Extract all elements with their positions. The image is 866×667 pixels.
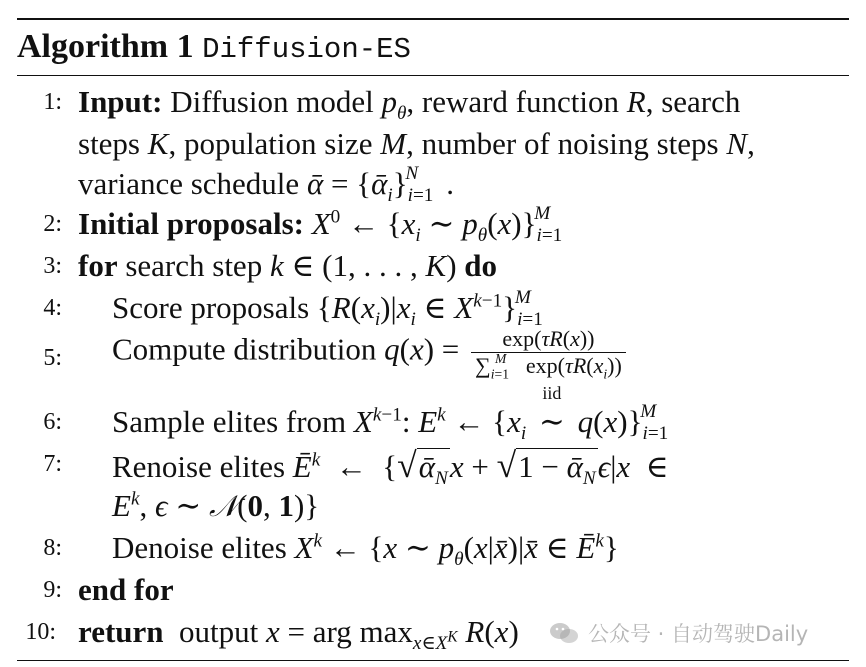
line-number: 1: [43, 89, 62, 115]
softmax-fraction: $\frac{\exp(\tau R(x))}{\sum_{i=1}^M \exp(\tau R(x_i))}$ [471, 328, 626, 377]
bottom-rule [17, 660, 849, 661]
initial-proposals-keyword: Initial proposals: [78, 206, 304, 241]
wechat-logo-icon [548, 621, 580, 645]
do-keyword: do [464, 248, 498, 283]
return-keyword: return [78, 614, 164, 649]
algorithm-label: Algorithm 1 [17, 28, 194, 65]
line-number: 5: [43, 345, 62, 371]
iid-tilde: iid ∼ [538, 383, 565, 439]
input-keyword: Input: [78, 84, 163, 119]
line-number: 7: [43, 451, 62, 477]
line-content: Input: Diffusion model $p_\theta$, reward function R, search [78, 84, 741, 125]
algorithm-title [17, 28, 411, 66]
line-number: 3: [43, 253, 62, 279]
line-number: 9: [43, 577, 62, 603]
watermark-text: 公众号 · 自动驾驶Daily [588, 622, 809, 646]
line-number: 8: [43, 535, 62, 561]
watermark [548, 618, 808, 648]
line-number: 6: [43, 409, 62, 435]
end-for-keyword: end for [78, 572, 174, 607]
for-keyword: for [78, 248, 118, 283]
line-number: 4: [43, 295, 62, 321]
line-number: 10: [25, 619, 56, 645]
header-rule [17, 75, 849, 76]
algorithm-name: Diffusion-ES [202, 33, 411, 66]
top-rule [17, 18, 849, 20]
line-number: 2: [43, 211, 62, 237]
